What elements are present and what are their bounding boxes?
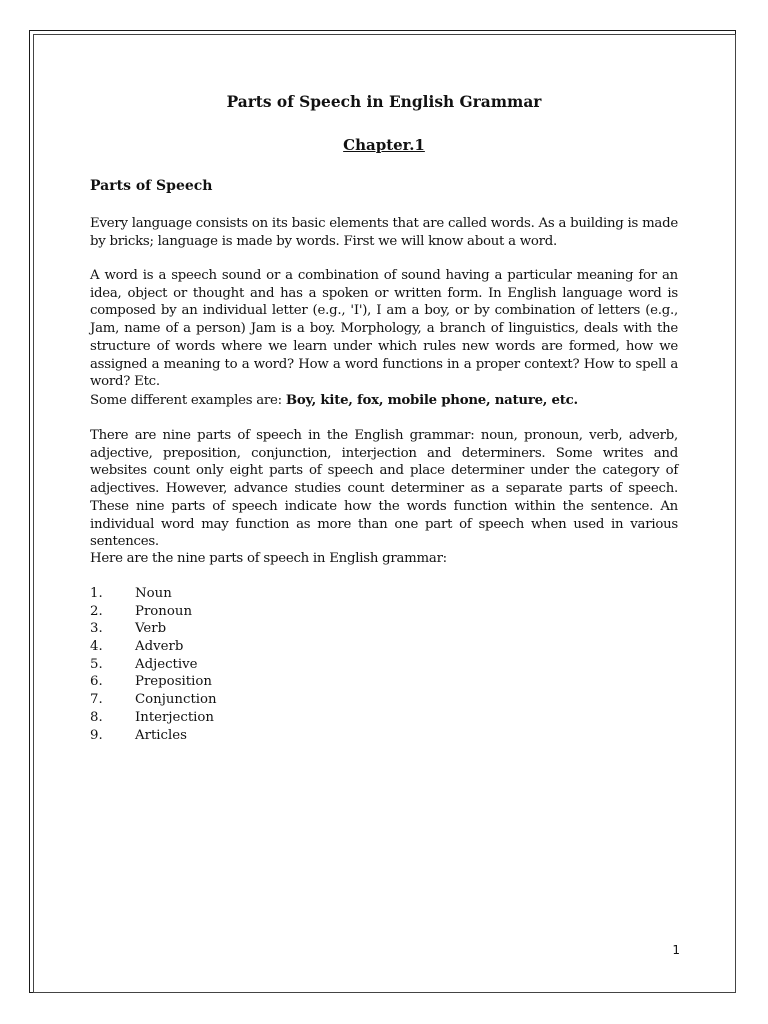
intro-paragraph: Every language consists on its basic elements that are called words. As a building is made by bricks; language is made by words. First we will know about a word. [90,216,678,249]
list-item-number: 5. [90,656,103,672]
document-title: Parts of Speech in English Grammar [226,93,542,111]
list-item-label: Noun [135,586,172,601]
list-item-label: Verb [135,621,167,637]
list-item [90,638,217,656]
list-item-number: 9. [90,727,103,743]
list-item [90,709,217,727]
list-item [90,673,217,691]
list-item [90,727,217,745]
list-item-label: Pronoun [135,603,193,619]
word-definition-paragraph: A word is a speech sound or a combination of sound having a particular meaning for an idea, object or thought and has a spoken or written form. In English language word is composed by an individual letter (e.g., 'I'), I am a boy, or by combination of letters (e.g., Jam, name of a person) Jam is a boy. Morphology, a branch of linguistics, deals with the structure of words where we learn under which rules new words are formed, how we assigned a meaning to a word? How a word functions in a proper context? How to spell a word? Etc. [90,268,678,390]
list-item [90,691,217,709]
list-item-number: 6. [90,674,103,690]
list-item-number: 2. [90,603,103,619]
page-number: 1 [672,943,680,957]
list-item-number: 8. [90,709,103,725]
section-heading: Parts of Speech [90,178,213,194]
list-item [90,585,217,603]
list-item-number: 4. [90,639,103,655]
list-item-label: Adverb [135,639,184,655]
examples-prefix: Some different examples are: [90,393,286,408]
parts-of-speech-list [90,585,217,744]
list-item-label: Preposition [135,674,212,690]
list-item-label: Articles [135,727,187,743]
list-item-number: 1. [90,586,103,601]
list-item [90,656,217,674]
nine-parts-paragraph: There are nine parts of speech in the English grammar: noun, pronoun, verb, adverb, adjective, preposition, conjunction, interjection and determiners. Some writes and websites count only eight parts of speech and place determiner under the category of adjectives. However, advance studies count determiner as a separate parts of speech. These nine parts of speech indicate how the words function within the sentence. An individual word may function as more than one part of speech when used in various sentences. [90,428,678,550]
list-intro-paragraph: Here are the nine parts of speech in English grammar: [90,551,447,566]
chapter-heading: Chapter.1 [343,136,425,154]
list-item-number: 3. [90,621,103,637]
list-item-label: Adjective [135,656,198,672]
examples-bold-text: Boy, kite, fox, mobile phone, nature, etc. [285,393,578,408]
list-item-number: 7. [90,692,103,708]
list-item-label: Interjection [135,709,214,725]
list-item [90,603,217,621]
list-item-label: Conjunction [135,692,217,708]
examples-paragraph [90,392,678,410]
list-item [90,620,217,638]
